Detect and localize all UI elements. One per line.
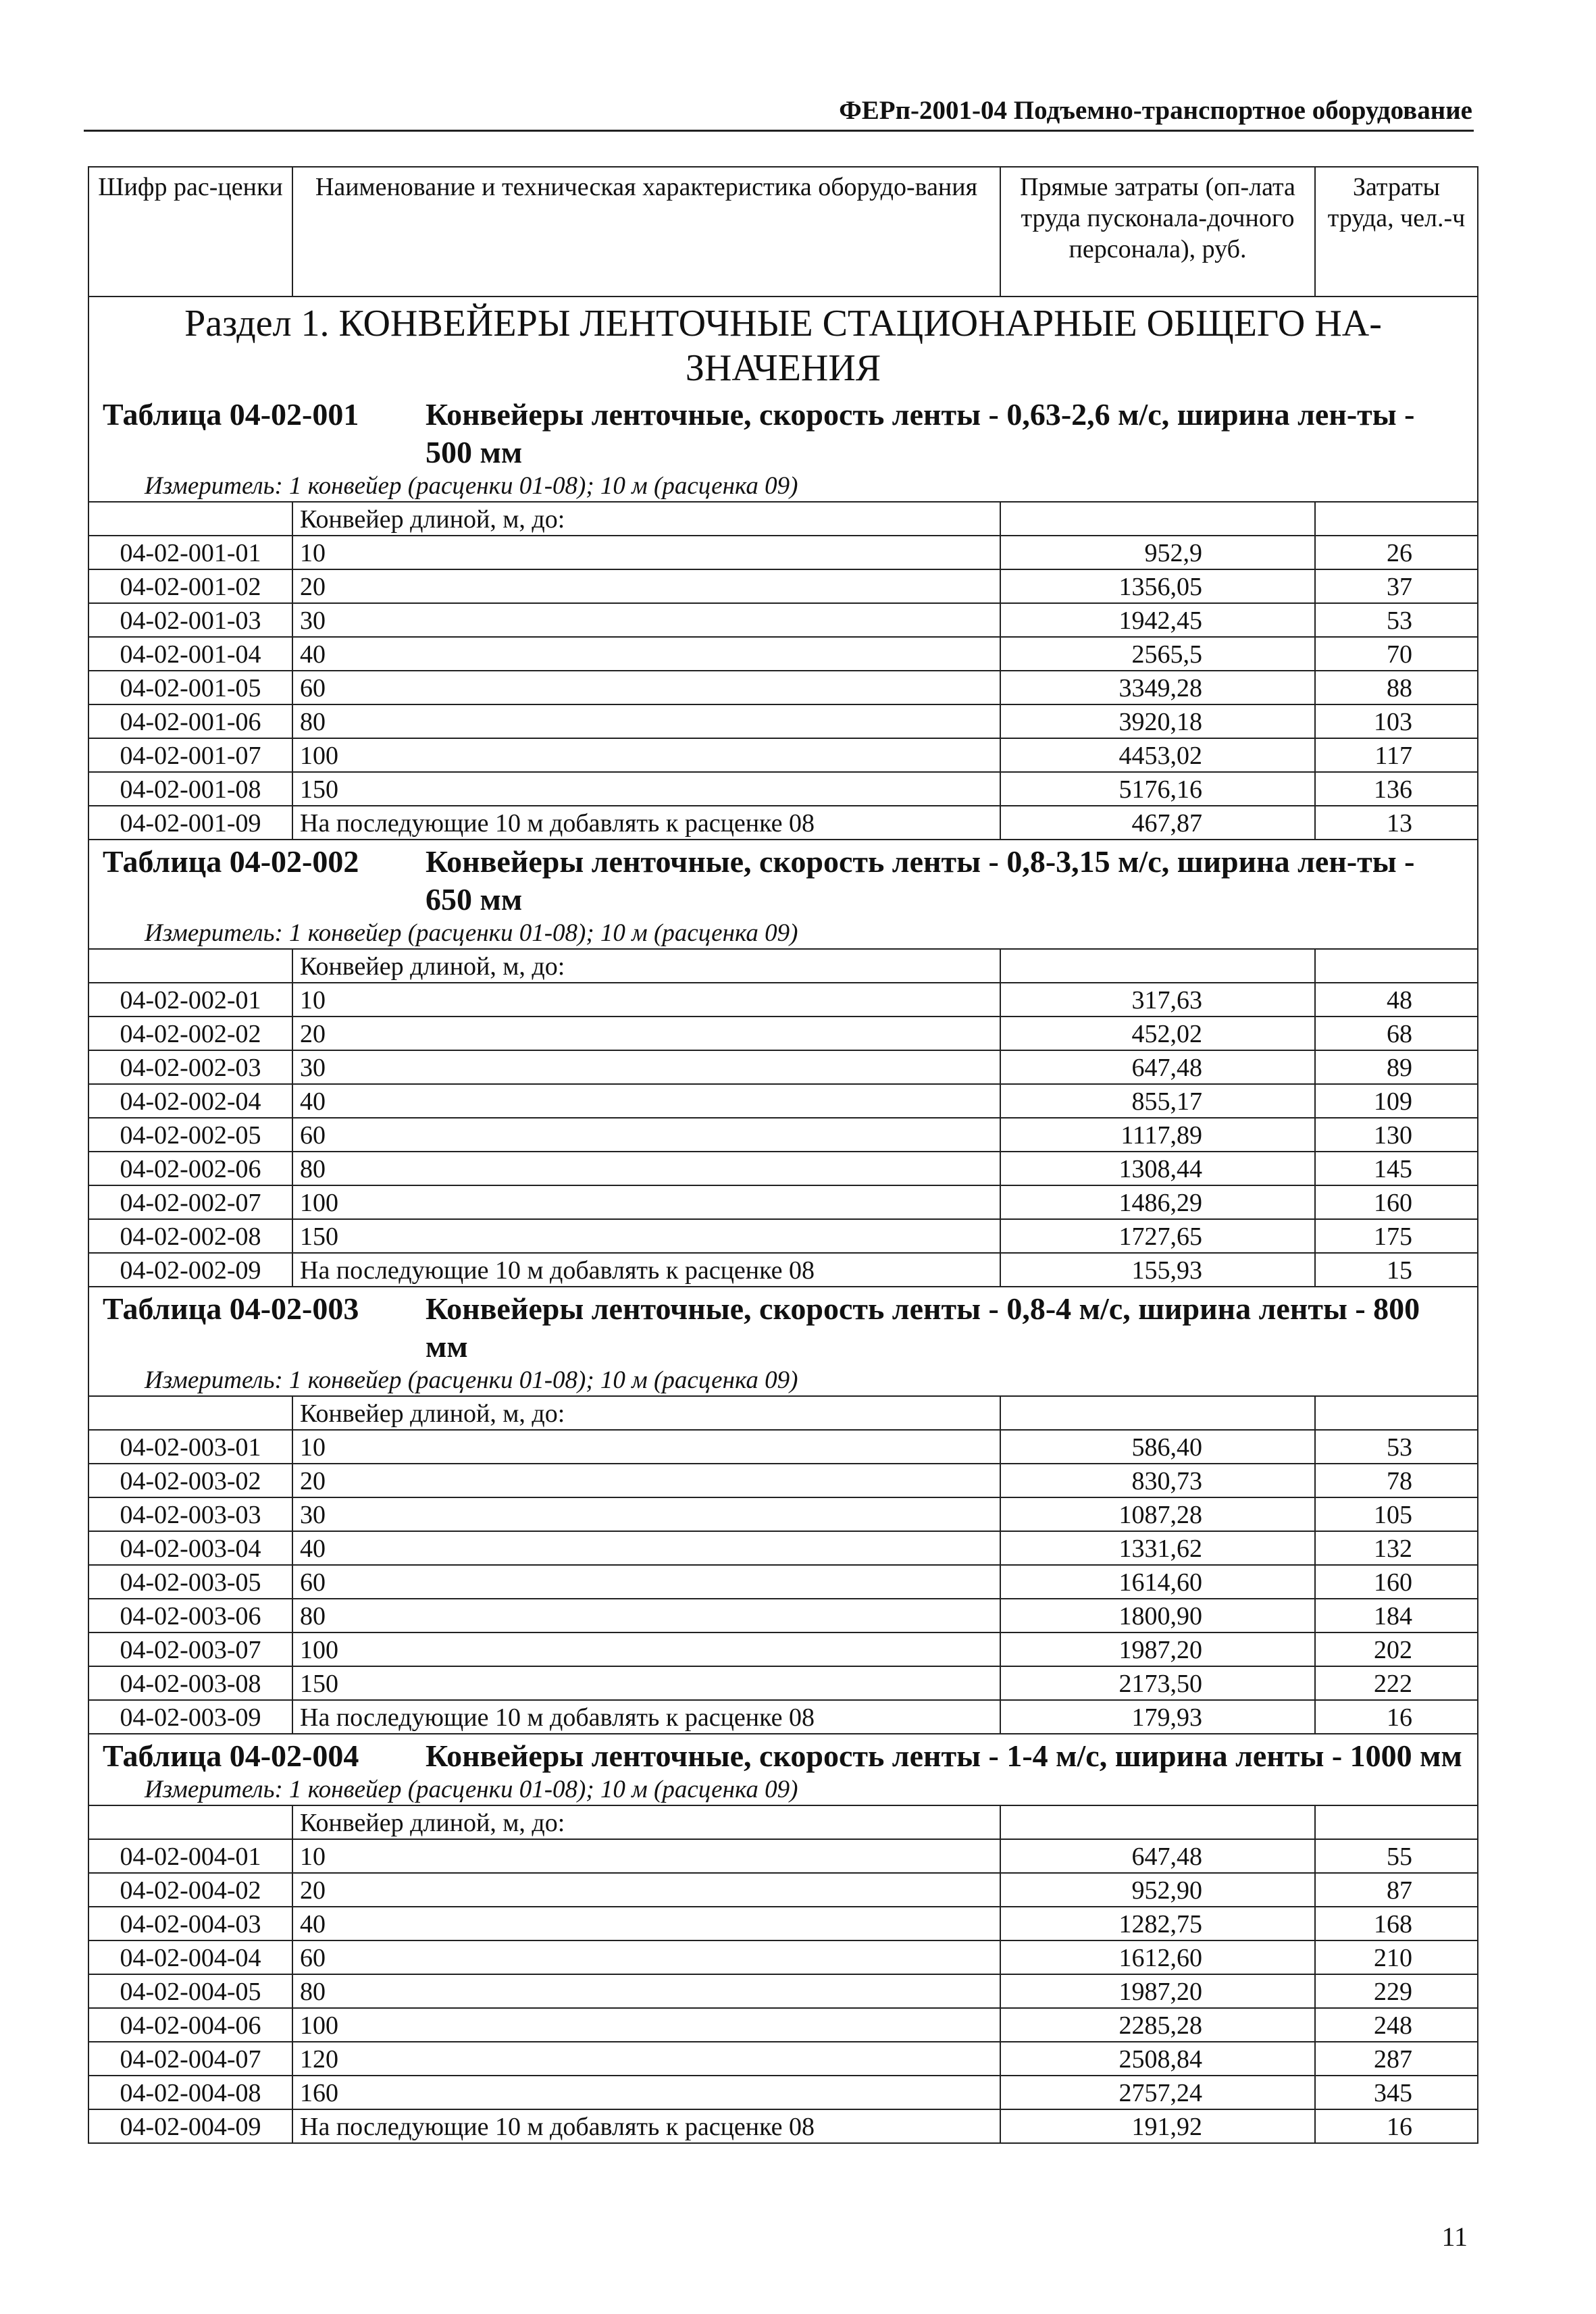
labor-cost: 89 xyxy=(1315,1050,1478,1084)
rate-code: 04-02-001-02 xyxy=(88,569,292,603)
item-name: 10 xyxy=(292,1430,1000,1464)
direct-cost: 952,9 xyxy=(1000,536,1315,569)
table-row xyxy=(88,2109,1478,2143)
item-name: 30 xyxy=(292,603,1000,637)
table-row xyxy=(88,1464,1478,1497)
table-row xyxy=(88,1907,1478,1940)
rate-code: 04-02-001-03 xyxy=(88,603,292,637)
rate-code: 04-02-003-03 xyxy=(88,1497,292,1531)
direct-cost: 2565,5 xyxy=(1000,637,1315,671)
labor-cost: 105 xyxy=(1315,1497,1478,1531)
labor-cost: 136 xyxy=(1315,772,1478,806)
direct-cost: 952,90 xyxy=(1000,1873,1315,1907)
table-number: Таблица 04-02-004 xyxy=(103,1739,359,1773)
direct-cost: 2285,28 xyxy=(1000,2008,1315,2042)
direct-cost: 3349,28 xyxy=(1000,671,1315,704)
labor-cost: 160 xyxy=(1315,1565,1478,1599)
labor-cost: 78 xyxy=(1315,1464,1478,1497)
rate-code: 04-02-002-07 xyxy=(88,1185,292,1219)
rate-code: 04-02-001-09 xyxy=(88,806,292,840)
direct-cost: 179,93 xyxy=(1000,1700,1315,1734)
table-title-row xyxy=(88,1734,1478,1775)
rates-table-body xyxy=(88,167,1478,2143)
table-row xyxy=(88,772,1478,806)
measure-row xyxy=(88,471,1478,502)
column-header-labor: Затраты труда, чел.-ч xyxy=(1315,167,1478,297)
table-caption xyxy=(88,1287,1478,1366)
table-row xyxy=(88,1531,1478,1565)
item-name: 40 xyxy=(292,1907,1000,1940)
empty-cell xyxy=(88,1805,292,1839)
table-row xyxy=(88,1185,1478,1219)
table-row xyxy=(88,1599,1478,1632)
rate-code: 04-02-004-02 xyxy=(88,1873,292,1907)
labor-cost: 229 xyxy=(1315,1974,1478,2008)
table-title: Конвейеры ленточные, скорость ленты - 1-4 м/с, ширина ленты - 1000 мм xyxy=(426,1739,1462,1773)
direct-cost: 647,48 xyxy=(1000,1839,1315,1873)
item-name: 80 xyxy=(292,1974,1000,2008)
item-name: 10 xyxy=(292,983,1000,1017)
item-name: 30 xyxy=(292,1497,1000,1531)
table-row xyxy=(88,671,1478,704)
table-row xyxy=(88,637,1478,671)
table-row xyxy=(88,983,1478,1017)
table-title: Конвейеры ленточные, скорость ленты - 0,8-3,15 м/с, ширина лен-ты - 650 мм xyxy=(426,844,1415,917)
labor-cost: 248 xyxy=(1315,2008,1478,2042)
labor-cost: 210 xyxy=(1315,1940,1478,1974)
labor-cost: 168 xyxy=(1315,1907,1478,1940)
page-header xyxy=(84,92,1474,132)
empty-cell xyxy=(1315,949,1478,983)
item-name: 150 xyxy=(292,1219,1000,1253)
table-caption xyxy=(88,840,1478,919)
table-title: Конвейеры ленточные, скорость ленты - 0,8-4 м/с, ширина ленты - 800 мм xyxy=(426,1291,1420,1364)
measure-row xyxy=(88,1775,1478,1805)
table-row xyxy=(88,536,1478,569)
rate-code: 04-02-001-05 xyxy=(88,671,292,704)
item-name: 40 xyxy=(292,1531,1000,1565)
rate-code: 04-02-003-08 xyxy=(88,1666,292,1700)
labor-cost: 145 xyxy=(1315,1152,1478,1185)
item-name: 20 xyxy=(292,569,1000,603)
item-name: 100 xyxy=(292,1632,1000,1666)
table-caption-wrap xyxy=(103,843,1464,919)
document-title: ФЕРп-2001-04 Подъемно-транспортное оборудование xyxy=(839,96,1472,125)
group-label-row xyxy=(88,502,1478,536)
direct-cost: 1614,60 xyxy=(1000,1565,1315,1599)
direct-cost: 4453,02 xyxy=(1000,738,1315,772)
rate-code: 04-02-002-03 xyxy=(88,1050,292,1084)
labor-cost: 160 xyxy=(1315,1185,1478,1219)
page-number: 11 xyxy=(1441,2221,1468,2252)
direct-cost: 1087,28 xyxy=(1000,1497,1315,1531)
table-title-row xyxy=(88,1287,1478,1366)
direct-cost: 1987,20 xyxy=(1000,1632,1315,1666)
labor-cost: 55 xyxy=(1315,1839,1478,1873)
empty-cell xyxy=(88,949,292,983)
direct-cost: 155,93 xyxy=(1000,1253,1315,1287)
group-label-row xyxy=(88,949,1478,983)
direct-cost: 1356,05 xyxy=(1000,569,1315,603)
column-header-code: Шифр рас-ценки xyxy=(88,167,292,297)
table-row xyxy=(88,1118,1478,1152)
table-row xyxy=(88,1050,1478,1084)
table-row xyxy=(88,2042,1478,2076)
measure-row xyxy=(88,1366,1478,1396)
labor-cost: 16 xyxy=(1315,2109,1478,2143)
table-row xyxy=(88,1700,1478,1734)
rate-code: 04-02-002-08 xyxy=(88,1219,292,1253)
direct-cost: 2173,50 xyxy=(1000,1666,1315,1700)
direct-cost: 1282,75 xyxy=(1000,1907,1315,1940)
measure-unit: Измеритель: 1 конвейер (расценки 01-08); 10 м (расценка 09) xyxy=(88,1366,1478,1396)
table-number: Таблица 04-02-002 xyxy=(103,844,359,879)
labor-cost: 16 xyxy=(1315,1700,1478,1734)
direct-cost: 3920,18 xyxy=(1000,704,1315,738)
table-number: Таблица 04-02-003 xyxy=(103,1291,359,1326)
group-label-row xyxy=(88,1396,1478,1430)
direct-cost: 452,02 xyxy=(1000,1017,1315,1050)
labor-cost: 287 xyxy=(1315,2042,1478,2076)
table-title-row xyxy=(88,840,1478,919)
rate-code: 04-02-004-08 xyxy=(88,2076,292,2109)
empty-cell xyxy=(1000,502,1315,536)
labor-cost: 117 xyxy=(1315,738,1478,772)
rate-code: 04-02-002-05 xyxy=(88,1118,292,1152)
direct-cost: 191,92 xyxy=(1000,2109,1315,2143)
table-row xyxy=(88,738,1478,772)
labor-cost: 132 xyxy=(1315,1531,1478,1565)
table-title: Конвейеры ленточные, скорость ленты - 0,63-2,6 м/с, ширина лен-ты - 500 мм xyxy=(426,397,1415,469)
direct-cost: 855,17 xyxy=(1000,1084,1315,1118)
direct-cost: 1942,45 xyxy=(1000,603,1315,637)
table-row xyxy=(88,1017,1478,1050)
rate-code: 04-02-003-07 xyxy=(88,1632,292,1666)
table-row xyxy=(88,2076,1478,2109)
labor-cost: 175 xyxy=(1315,1219,1478,1253)
item-name: 60 xyxy=(292,1565,1000,1599)
rate-code: 04-02-003-02 xyxy=(88,1464,292,1497)
empty-cell xyxy=(1000,949,1315,983)
group-label: Конвейер длиной, м, до: xyxy=(292,949,1000,983)
column-header-cost: Прямые затраты (оп-лата труда пусконала-дочного персонала), руб. xyxy=(1000,167,1315,297)
direct-cost: 317,63 xyxy=(1000,983,1315,1017)
item-name: 80 xyxy=(292,1152,1000,1185)
empty-cell xyxy=(1315,1805,1478,1839)
item-name: На последующие 10 м добавлять к расценке 08 xyxy=(292,1700,1000,1734)
direct-cost: 830,73 xyxy=(1000,1464,1315,1497)
table-number: Таблица 04-02-001 xyxy=(103,397,359,432)
item-name: 40 xyxy=(292,1084,1000,1118)
labor-cost: 13 xyxy=(1315,806,1478,840)
table-row xyxy=(88,704,1478,738)
labor-cost: 53 xyxy=(1315,1430,1478,1464)
table-row xyxy=(88,1152,1478,1185)
table-row xyxy=(88,806,1478,840)
labor-cost: 53 xyxy=(1315,603,1478,637)
table-caption xyxy=(88,1734,1478,1775)
labor-cost: 26 xyxy=(1315,536,1478,569)
group-label: Конвейер длиной, м, до: xyxy=(292,1396,1000,1430)
direct-cost: 1727,65 xyxy=(1000,1219,1315,1253)
table-caption xyxy=(88,393,1478,471)
rate-code: 04-02-004-04 xyxy=(88,1940,292,1974)
item-name: 10 xyxy=(292,1839,1000,1873)
labor-cost: 87 xyxy=(1315,1873,1478,1907)
table-row xyxy=(88,569,1478,603)
rate-code: 04-02-004-03 xyxy=(88,1907,292,1940)
labor-cost: 37 xyxy=(1315,569,1478,603)
column-header-row xyxy=(88,167,1478,297)
group-label-row xyxy=(88,1805,1478,1839)
table-row xyxy=(88,1253,1478,1287)
measure-unit: Измеритель: 1 конвейер (расценки 01-08); 10 м (расценка 09) xyxy=(88,471,1478,502)
item-name: 80 xyxy=(292,1599,1000,1632)
direct-cost: 586,40 xyxy=(1000,1430,1315,1464)
rate-code: 04-02-004-06 xyxy=(88,2008,292,2042)
table-caption-wrap xyxy=(103,1737,1464,1775)
labor-cost: 345 xyxy=(1315,2076,1478,2109)
item-name: 100 xyxy=(292,1185,1000,1219)
table-row xyxy=(88,1430,1478,1464)
table-row xyxy=(88,1084,1478,1118)
direct-cost: 2757,24 xyxy=(1000,2076,1315,2109)
labor-cost: 103 xyxy=(1315,704,1478,738)
item-name: 120 xyxy=(292,2042,1000,2076)
item-name: 40 xyxy=(292,637,1000,671)
empty-cell xyxy=(1315,1396,1478,1430)
empty-cell xyxy=(1315,502,1478,536)
table-row xyxy=(88,1666,1478,1700)
item-name: 10 xyxy=(292,536,1000,569)
direct-cost: 1800,90 xyxy=(1000,1599,1315,1632)
labor-cost: 222 xyxy=(1315,1666,1478,1700)
rate-code: 04-02-004-01 xyxy=(88,1839,292,1873)
section-title: Раздел 1. КОНВЕЙЕРЫ ЛЕНТОЧНЫЕ СТАЦИОНАРНЫЕ ОБЩЕГО НА-ЗНАЧЕНИЯ xyxy=(88,297,1478,393)
column-header-name: Наименование и техническая характеристика оборудо-вания xyxy=(292,167,1000,297)
item-name: 20 xyxy=(292,1017,1000,1050)
measure-unit: Измеритель: 1 конвейер (расценки 01-08); 10 м (расценка 09) xyxy=(88,919,1478,949)
rate-code: 04-02-001-07 xyxy=(88,738,292,772)
labor-cost: 15 xyxy=(1315,1253,1478,1287)
labor-cost: 109 xyxy=(1315,1084,1478,1118)
table-row xyxy=(88,1940,1478,1974)
item-name: 30 xyxy=(292,1050,1000,1084)
item-name: На последующие 10 м добавлять к расценке 08 xyxy=(292,1253,1000,1287)
rate-code: 04-02-002-01 xyxy=(88,983,292,1017)
item-name: 80 xyxy=(292,704,1000,738)
direct-cost: 1486,29 xyxy=(1000,1185,1315,1219)
labor-cost: 70 xyxy=(1315,637,1478,671)
rate-code: 04-02-003-04 xyxy=(88,1531,292,1565)
item-name: 100 xyxy=(292,2008,1000,2042)
table-title-row xyxy=(88,393,1478,471)
table-row xyxy=(88,1974,1478,2008)
section-row xyxy=(88,297,1478,393)
direct-cost: 1612,60 xyxy=(1000,1940,1315,1974)
direct-cost: 1308,44 xyxy=(1000,1152,1315,1185)
rates-table xyxy=(88,166,1478,2144)
empty-cell xyxy=(1000,1396,1315,1430)
rate-code: 04-02-002-06 xyxy=(88,1152,292,1185)
direct-cost: 467,87 xyxy=(1000,806,1315,840)
rate-code: 04-02-002-02 xyxy=(88,1017,292,1050)
rate-code: 04-02-001-08 xyxy=(88,772,292,806)
direct-cost: 2508,84 xyxy=(1000,2042,1315,2076)
rate-code: 04-02-001-01 xyxy=(88,536,292,569)
rate-code: 04-02-002-09 xyxy=(88,1253,292,1287)
item-name: 160 xyxy=(292,2076,1000,2109)
empty-cell xyxy=(88,1396,292,1430)
item-name: 60 xyxy=(292,671,1000,704)
group-label: Конвейер длиной, м, до: xyxy=(292,1805,1000,1839)
rate-code: 04-02-004-09 xyxy=(88,2109,292,2143)
table-caption-wrap xyxy=(103,1290,1464,1366)
item-name: 20 xyxy=(292,1873,1000,1907)
group-label: Конвейер длиной, м, до: xyxy=(292,502,1000,536)
rate-code: 04-02-003-09 xyxy=(88,1700,292,1734)
measure-row xyxy=(88,919,1478,949)
labor-cost: 130 xyxy=(1315,1118,1478,1152)
item-name: 60 xyxy=(292,1940,1000,1974)
rate-code: 04-02-004-07 xyxy=(88,2042,292,2076)
rate-code: 04-02-004-05 xyxy=(88,1974,292,2008)
rate-code: 04-02-002-04 xyxy=(88,1084,292,1118)
table-row xyxy=(88,1565,1478,1599)
labor-cost: 202 xyxy=(1315,1632,1478,1666)
rate-code: 04-02-003-01 xyxy=(88,1430,292,1464)
labor-cost: 88 xyxy=(1315,671,1478,704)
item-name: 100 xyxy=(292,738,1000,772)
rate-code: 04-02-001-06 xyxy=(88,704,292,738)
labor-cost: 68 xyxy=(1315,1017,1478,1050)
item-name: 20 xyxy=(292,1464,1000,1497)
item-name: 150 xyxy=(292,1666,1000,1700)
labor-cost: 184 xyxy=(1315,1599,1478,1632)
table-row xyxy=(88,1497,1478,1531)
item-name: 150 xyxy=(292,772,1000,806)
table-row xyxy=(88,1839,1478,1873)
item-name: На последующие 10 м добавлять к расценке 08 xyxy=(292,2109,1000,2143)
direct-cost: 1117,89 xyxy=(1000,1118,1315,1152)
direct-cost: 5176,16 xyxy=(1000,772,1315,806)
item-name: 60 xyxy=(292,1118,1000,1152)
direct-cost: 647,48 xyxy=(1000,1050,1315,1084)
table-row xyxy=(88,1219,1478,1253)
table-row xyxy=(88,1873,1478,1907)
table-caption-wrap xyxy=(103,396,1464,471)
table-row xyxy=(88,1632,1478,1666)
rate-code: 04-02-001-04 xyxy=(88,637,292,671)
table-row xyxy=(88,603,1478,637)
table-row xyxy=(88,2008,1478,2042)
empty-cell xyxy=(88,502,292,536)
rate-code: 04-02-003-06 xyxy=(88,1599,292,1632)
labor-cost: 48 xyxy=(1315,983,1478,1017)
empty-cell xyxy=(1000,1805,1315,1839)
direct-cost: 1331,62 xyxy=(1000,1531,1315,1565)
rate-code: 04-02-003-05 xyxy=(88,1565,292,1599)
direct-cost: 1987,20 xyxy=(1000,1974,1315,2008)
measure-unit: Измеритель: 1 конвейер (расценки 01-08); 10 м (расценка 09) xyxy=(88,1775,1478,1805)
item-name: На последующие 10 м добавлять к расценке 08 xyxy=(292,806,1000,840)
